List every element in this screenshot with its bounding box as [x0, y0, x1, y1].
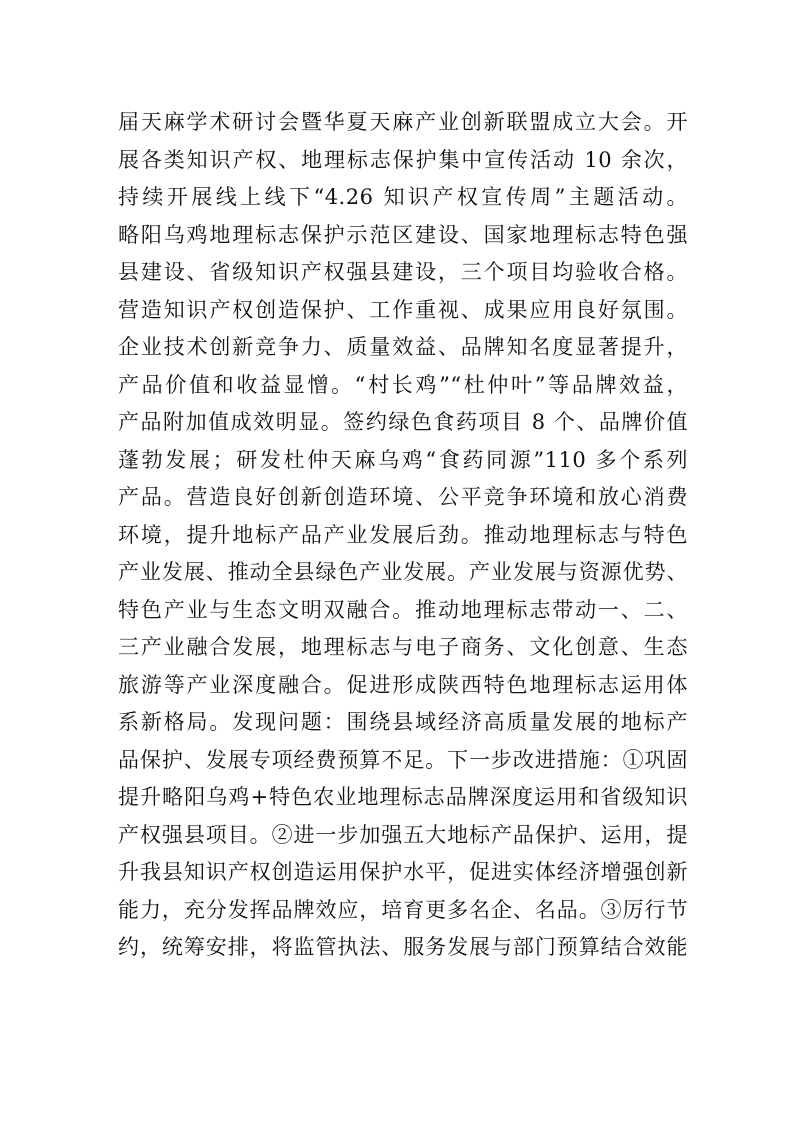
text-line: 营造知识产权创造保护、工作重视、成果应用良好氛围。 — [118, 297, 688, 322]
text-line: 产品价值和收益显憎。“村长鸡”“杜仲叶”等品牌效益， — [118, 372, 688, 397]
text-line: 环境，提升地标产品产业发展后劲。推动地理标志与特色 — [118, 522, 688, 547]
text-line: 产品。营造良好创新创造环境、公平竞争环境和放心消费 — [118, 485, 688, 509]
text-line: 略阳乌鸡地理标志保护示范区建设、国家地理标志特色强 — [118, 222, 688, 247]
text-line: 能力，充分发挥品牌效应，培育更多名企、名品。③厉行节 — [118, 897, 688, 922]
text-line: 产品附加值成效明显。签约绿色食药项目 8 个、品牌价值 — [118, 410, 688, 434]
text-line: 持续开展线上线下“4.26 知识产权宣传周”主题活动。 — [118, 185, 688, 209]
text-line: 产业发展、推动全县绿色产业发展。产业发展与资源优势、 — [118, 560, 688, 584]
text-line: 展各类知识产权、地理标志保护集中宣传活动 10 余次， — [118, 147, 688, 172]
body-text — [118, 104, 688, 967]
text-line: 系新格局。发现问题：围绕县域经济高质量发展的地标产 — [118, 710, 688, 734]
text-line: 县建设、省级知识产权强县建设，三个项目均验收合格。 — [118, 260, 688, 284]
text-line: 企业技术创新竞争力、质量效益、品牌知名度显著提升， — [118, 335, 688, 359]
text-line: 届天麻学术研讨会暨华夏天麻产业创新联盟成立大会。开 — [118, 110, 688, 134]
text-line: 产权强县项目。②进一步加强五大地标产品保护、运用，提 — [118, 822, 688, 847]
text-line: 蓬勃发展；研发杜仲天麻乌鸡“食药同源”110 多个系列 — [118, 447, 688, 472]
text-line: 约，统筹安排，将监管执法、服务发展与部门预算结合效能 — [118, 935, 688, 959]
text-line: 升我县知识产权创造运用保护水平，促进实体经济增强创新 — [118, 860, 688, 884]
text-line: 三产业融合发展，地理标志与电子商务、文化创意、生态 — [118, 635, 688, 659]
text-line: 提升略阳乌鸡+特色农业地理标志品牌深度运用和省级知识 — [118, 785, 688, 809]
text-line: 品保护、发展专项经费预算不足。下一步改进措施：①巩固 — [118, 747, 688, 772]
text-line: 特色产业与生态文明双融合。推动地理标志带动一、二、 — [118, 597, 688, 622]
text-line: 旅游等产业深度融合。促进形成陕西特色地理标志运用体 — [118, 672, 688, 697]
